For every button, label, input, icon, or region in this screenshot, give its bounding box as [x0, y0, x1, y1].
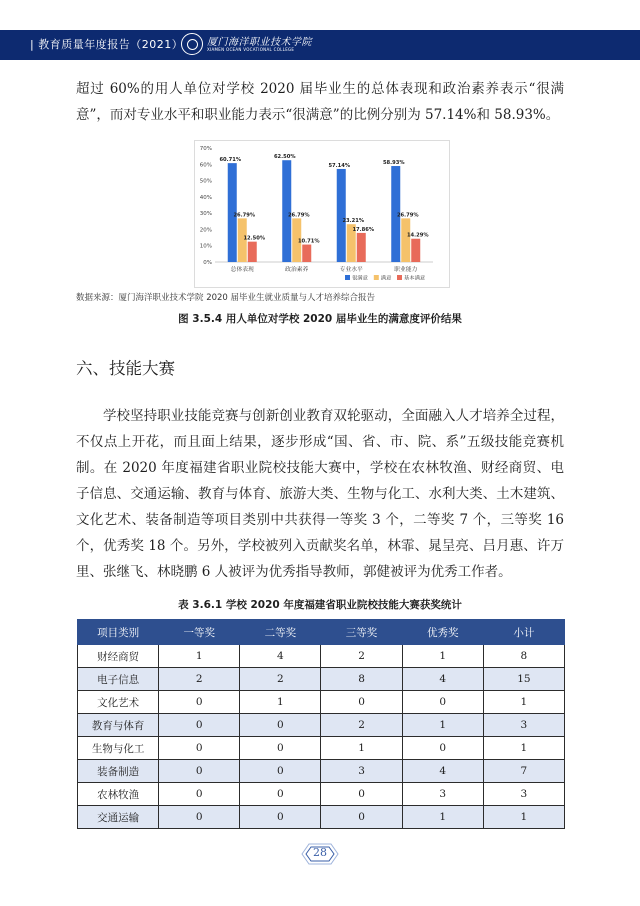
table-cell: 1	[240, 691, 321, 714]
table-cell: 15	[483, 668, 564, 691]
column-header: 二等奖	[240, 620, 321, 645]
bar	[411, 239, 420, 262]
table-cell: 文化艺术	[78, 691, 159, 714]
column-header: 优秀奖	[402, 620, 483, 645]
legend-label: 很满意	[352, 275, 368, 282]
y-tick-label: 20%	[199, 227, 212, 234]
table-header-row	[78, 620, 565, 645]
bar	[282, 160, 291, 262]
table-row	[78, 783, 565, 806]
bar	[302, 245, 311, 262]
table-cell: 0	[321, 691, 402, 714]
table-row	[78, 645, 565, 668]
table-row	[78, 714, 565, 737]
report-title: | 教育质量年度报告（2021）	[30, 38, 184, 51]
table-cell: 0	[240, 714, 321, 737]
table-cell: 财经商贸	[78, 645, 159, 668]
table-cell: 0	[321, 783, 402, 806]
table-cell: 2	[159, 668, 240, 691]
table-row	[78, 668, 565, 691]
table-row	[78, 737, 565, 760]
column-header: 一等奖	[159, 620, 240, 645]
body-paragraph: 学校坚持职业技能竞赛与创新创业教育双轮驱动，全面融入人才培养全过程，不仅点上开花，而且面上结果，逐步形成“国、省、市、院、系”五级技能竞赛机制。在 2020 年度福建省职业院校技能大赛中，学校在农林牧渔、财经商贸、电子信息、交通运输、教育与体育、旅游大类、生物与化工、水利大类、土木建筑、文化艺术、装备制造等项目类别中共获得一等奖 3 个，二等奖 7 个，三等奖 16 个，优秀奖 18 个。另外，学校被列入贡献奖名单，林霏、晁呈亮、吕月惠、许万里、张继飞、林晓鹏 6 人被评为优秀指导教师，郭健被评为优秀工作者。	[76, 408, 564, 580]
legend-label: 基本满意	[404, 275, 426, 282]
table-cell: 0	[159, 714, 240, 737]
table-cell: 0	[159, 737, 240, 760]
table-cell: 1	[402, 714, 483, 737]
legend-swatch	[397, 275, 402, 280]
table-cell: 3	[483, 783, 564, 806]
table-cell: 0	[240, 783, 321, 806]
y-tick-label: 70%	[199, 146, 212, 152]
table-cell: 1	[159, 645, 240, 668]
intro-paragraph: 超过 60%的用人单位对学校 2020 届毕业生的总体表现和政治素养表示“很满意”，而对专业水平和职业能力表示“很满意”的比例分别为 57.14%和 58.93%。	[76, 81, 564, 123]
table-row	[78, 806, 565, 829]
table-cell: 生物与化工	[78, 737, 159, 760]
x-tick-label: 专业水平	[339, 267, 363, 273]
table-cell: 电子信息	[78, 668, 159, 691]
column-header: 小计	[483, 620, 564, 645]
y-tick-label: 30%	[199, 211, 212, 218]
y-tick-label: 60%	[199, 162, 212, 169]
table-cell: 1	[402, 645, 483, 668]
table-cell: 0	[402, 737, 483, 760]
table-cell: 2	[240, 668, 321, 691]
data-label: 10.71%	[297, 238, 320, 245]
table-cell: 3	[483, 714, 564, 737]
chart-source-note: 数据来源：厦门海洋职业技术学院 2020 届毕业生就业质量与人才培养综合报告	[76, 293, 376, 303]
column-header: 项目类别	[78, 620, 159, 645]
bar	[357, 233, 366, 262]
bar	[337, 169, 346, 262]
section-heading: 六、技能大赛	[76, 359, 175, 378]
table-cell: 0	[159, 783, 240, 806]
x-tick-label: 政治素养	[285, 267, 309, 273]
college-seal-icon	[181, 33, 203, 55]
y-tick-label: 0%	[203, 260, 212, 266]
table-caption: 表 3.6.1 学校 2020 年度福建省职业院校技能大赛获奖统计	[178, 599, 462, 611]
legend-label: 满意	[380, 275, 392, 282]
table-row	[78, 760, 565, 783]
data-label: 26.79%	[396, 212, 419, 219]
table-cell: 1	[483, 737, 564, 760]
table-cell: 1	[321, 737, 402, 760]
table-cell: 农林牧渔	[78, 783, 159, 806]
table-cell: 0	[240, 806, 321, 829]
table-cell: 0	[159, 806, 240, 829]
table-cell: 1	[483, 691, 564, 714]
bar	[248, 242, 257, 262]
y-tick-label: 40%	[199, 194, 212, 201]
legend-swatch	[345, 275, 350, 280]
figure-caption: 图 3.5.4 用人单位对学校 2020 届毕业生的满意度评价结果	[178, 313, 462, 325]
chart-canvas	[195, 141, 449, 287]
table-cell: 0	[159, 760, 240, 783]
table-cell: 3	[402, 783, 483, 806]
table-cell: 0	[402, 691, 483, 714]
table-cell: 装备制造	[78, 760, 159, 783]
data-label: 58.93%	[382, 160, 405, 167]
x-tick-label: 总体表现	[230, 267, 254, 273]
data-label: 62.50%	[273, 154, 296, 161]
y-tick-label: 50%	[199, 178, 212, 185]
table-cell: 1	[483, 806, 564, 829]
data-label: 23.21%	[342, 218, 365, 225]
college-logo-text: 厦门海洋职业技术学院	[207, 37, 312, 48]
data-label: 14.29%	[406, 232, 429, 239]
table-cell: 1	[402, 806, 483, 829]
x-tick-label: 职业能力	[394, 267, 418, 273]
data-label: 57.14%	[328, 162, 351, 169]
table-cell: 2	[321, 714, 402, 737]
table-cell: 0	[240, 760, 321, 783]
table-row	[78, 691, 565, 714]
college-logo-english: XIAMEN OCEAN VOCATIONAL COLLEGE	[207, 47, 295, 52]
table-cell: 交通运输	[78, 806, 159, 829]
table-cell: 8	[321, 668, 402, 691]
satisfaction-chart	[194, 140, 450, 288]
legend-swatch	[374, 275, 379, 280]
data-label: 26.79%	[233, 212, 256, 219]
data-label: 12.50%	[243, 235, 266, 242]
table-cell: 4	[402, 668, 483, 691]
awards-table	[77, 619, 565, 829]
page-number: 28	[313, 846, 327, 859]
table-cell: 0	[321, 806, 402, 829]
table-cell: 7	[483, 760, 564, 783]
table-cell: 0	[240, 737, 321, 760]
table-cell: 4	[240, 645, 321, 668]
table-cell: 3	[321, 760, 402, 783]
data-label: 26.79%	[287, 212, 310, 219]
table-cell: 4	[402, 760, 483, 783]
table-cell: 2	[321, 645, 402, 668]
table-cell: 0	[159, 691, 240, 714]
y-tick-label: 10%	[199, 243, 212, 250]
table-cell: 8	[483, 645, 564, 668]
data-label: 17.86%	[352, 226, 375, 233]
data-label: 60.71%	[219, 157, 242, 164]
bar	[401, 218, 410, 262]
column-header: 三等奖	[321, 620, 402, 645]
table-cell: 教育与体育	[78, 714, 159, 737]
